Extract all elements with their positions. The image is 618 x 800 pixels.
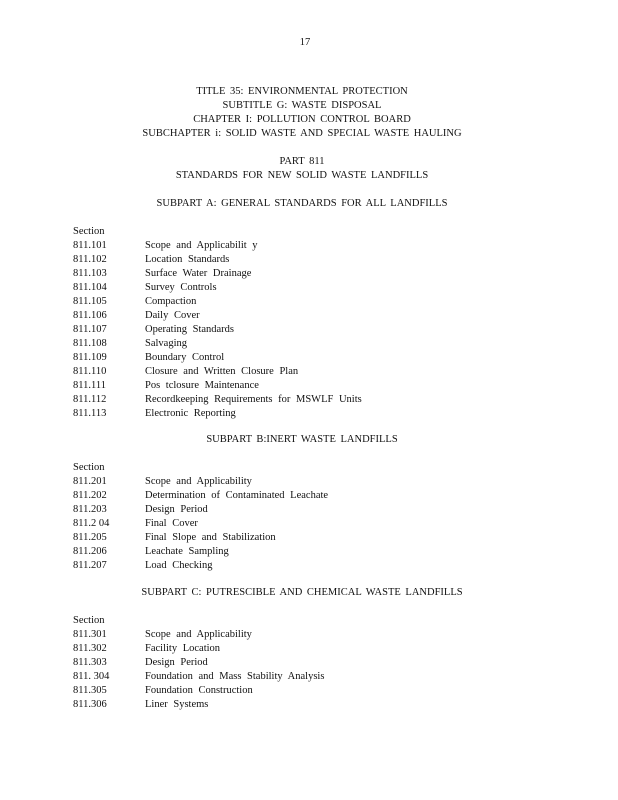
section-number: 811.103 (73, 268, 107, 279)
section-title: Boundary Control (145, 352, 225, 363)
section-column-label: Section (73, 615, 105, 626)
section-number: 811.203 (73, 504, 107, 515)
section-row (73, 476, 252, 490)
section-number: 811.112 (73, 394, 107, 405)
part-label: PART 811 (279, 156, 325, 167)
section-row (73, 699, 208, 713)
section-row (73, 394, 362, 408)
section-row (73, 240, 258, 254)
subpart-heading: SUBPART C: PUTRESCIBLE AND CHEMICAL WASTE LANDFILLS (141, 587, 463, 598)
section-title: Foundation Construction (145, 685, 253, 696)
section-title: Operating Standards (145, 324, 235, 335)
section-title: Survey Controls (145, 282, 217, 293)
section-title: Facility Location (145, 643, 221, 654)
section-row (73, 282, 217, 296)
section-number: 811.205 (73, 532, 107, 543)
section-title: Compaction (145, 296, 197, 307)
section-number: 811.105 (73, 296, 107, 307)
section-row (73, 380, 259, 394)
section-row (73, 657, 208, 671)
section-row (73, 560, 212, 574)
section-number: 811.303 (73, 657, 107, 668)
section-number: 811.107 (73, 324, 107, 335)
part-title: STANDARDS FOR NEW SOLID WASTE LANDFILLS (175, 170, 429, 181)
section-title: Closure and Written Closure Plan (145, 366, 299, 377)
section-title: Electronic Reporting (145, 408, 236, 419)
section-row (73, 324, 234, 338)
section-title: Scope and Applicabilit y (145, 240, 258, 251)
section-row (73, 490, 328, 504)
section-title: Scope and Applicability (145, 629, 252, 640)
section-row (73, 629, 252, 643)
section-row (73, 532, 276, 546)
section-row (73, 671, 324, 685)
section-row (73, 268, 251, 282)
section-number: 811.110 (73, 366, 107, 377)
section-number: 811.302 (73, 643, 107, 654)
section-row (73, 352, 224, 366)
section-number: 811.108 (73, 338, 107, 349)
section-number: 811.301 (73, 629, 107, 640)
section-title: Final Cover (145, 518, 198, 529)
section-number: 811.106 (73, 310, 107, 321)
section-title: Location Standards (145, 254, 230, 265)
section-column-label: Section (73, 462, 105, 473)
section-title: Scope and Applicability (145, 476, 252, 487)
section-title: Final Slope and Stabilization (145, 532, 276, 543)
subpart-heading: SUBPART A: GENERAL STANDARDS FOR ALL LANDFILLS (156, 198, 448, 209)
section-title: Salvaging (145, 338, 187, 349)
section-column-label: Section (73, 226, 105, 237)
section-row (73, 338, 187, 352)
section-row (73, 310, 200, 324)
section-number: 811.2 04 (73, 518, 110, 529)
section-number: 811.113 (73, 408, 107, 419)
section-title: Surface Water Drainage (145, 268, 252, 279)
section-number: 811.207 (73, 560, 107, 571)
section-row (73, 254, 229, 268)
section-title: Recordkeeping Requirements for MSWLF Units (145, 394, 362, 405)
subtitle-heading: SUBTITLE G: WASTE DISPOSAL (222, 100, 382, 111)
section-number: 811.111 (73, 380, 106, 391)
section-number: 811.305 (73, 685, 107, 696)
section-title: Pos tclosure Maintenance (145, 380, 259, 391)
section-row (73, 643, 220, 657)
section-row (73, 296, 196, 310)
section-title: Daily Cover (145, 310, 200, 321)
chapter-heading: CHAPTER I: POLLUTION CONTROL BOARD (193, 114, 411, 125)
section-title: Design Period (145, 504, 208, 515)
section-title: Load Checking (145, 560, 213, 571)
page-number: 17 (299, 37, 311, 48)
section-title: Liner Systems (145, 699, 209, 710)
section-row (73, 366, 298, 380)
section-number: 811.101 (73, 240, 107, 251)
section-number: 811.102 (73, 254, 107, 265)
section-number: 811.201 (73, 476, 107, 487)
section-number: 811.206 (73, 546, 107, 557)
section-row (73, 685, 253, 699)
section-number: 811.306 (73, 699, 107, 710)
section-title: Foundation and Mass Stability Analysis (145, 671, 325, 682)
section-number: 811.202 (73, 490, 107, 501)
section-row (73, 504, 208, 518)
section-title: Determination of Contaminated Leachate (145, 490, 329, 501)
section-row (73, 408, 236, 422)
section-title: Leachate Sampling (145, 546, 229, 557)
subchapter-heading: SUBCHAPTER i: SOLID WASTE AND SPECIAL WASTE HAULING (142, 128, 462, 139)
subpart-heading: SUBPART B:INERT WASTE LANDFILLS (206, 434, 398, 445)
section-row (73, 546, 229, 560)
title-heading: TITLE 35: ENVIRONMENTAL PROTECTION (196, 86, 408, 97)
section-number: 811.109 (73, 352, 107, 363)
section-title: Design Period (145, 657, 208, 668)
section-number: 811. 304 (73, 671, 110, 682)
section-number: 811.104 (73, 282, 107, 293)
section-row (73, 518, 198, 532)
